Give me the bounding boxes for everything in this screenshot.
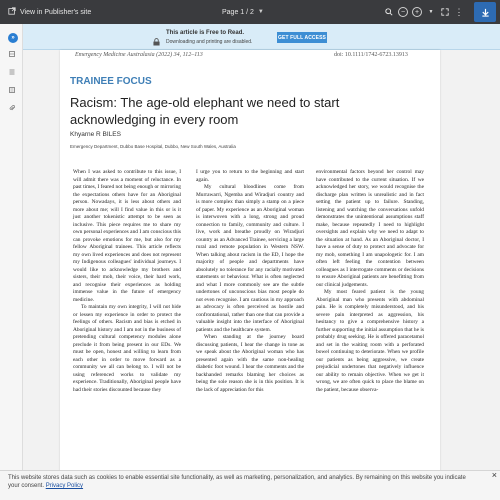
text-column-1	[73, 169, 181, 394]
zoom-out-icon[interactable]: −	[398, 7, 408, 17]
page-label: Page 1 / 2	[222, 8, 254, 16]
cookie-notice	[0, 470, 500, 500]
paragraph: When standing at the journey board discussing patients, I hear the change in tone as we speak about the Aboriginal woman who has presented again with the same non-healing diabetic foot wound. I hear the comments and the backhanded remarks blaming her choices as being the sole reason she is in this position. It is the lack of appreciation for this	[196, 334, 304, 393]
doi-text: doi: 10.1111/1742-6723.13913	[334, 52, 408, 58]
zoom-dropdown-icon[interactable]: ▼	[428, 9, 434, 15]
paragraph: When I was asked to contribute to this issue, I will admit there was a moment of reluctance. In past times, I feared not being enough or mirroring the expectations others have for an Aboriginal person. Nowadays, it is less about others and more about me; will I find value in this or is it just another tokenistic attempt to be seen as inclusive. This piece requires me to share my own personal experiences and I am conscious this can provoke emotions for me, but also for my fellow Aboriginal trainees. This article reflects my own lived experiences and does not represent my Indigenous colleagues' individual journeys. I would like to acknowledge my brothers and sisters, their mob, their voice, their hard work, and recognise their experiences as holding immense value in the future of emergency medicine.	[73, 169, 181, 303]
expand-sidebar-icon[interactable]: »	[8, 33, 18, 43]
article-title: Racism: The age-old elephant we need to start acknowledging in every room	[70, 95, 340, 127]
cookie-text	[8, 474, 478, 490]
viewer-toolbar	[0, 0, 500, 24]
list-icon[interactable]	[9, 69, 15, 75]
paragraph: My cultural bloodlines come from Murrawarri, Ngemba and Wiradjuri country and is more complex than simply a stamp on a piece of paper. My experience as an Aboriginal woman is interwoven with a long, strong and proud connection to family, community and culture. I live, work and breathe proudly on Wiradjuri country as an Advanced Trainee, servicing a large rural and remote population in Western NSW. When talking about racism in the ED, I hope the majority of people and departments have absolutely no tolerance for any racially motivated statements or behaviour. What is often neglected and what I more commonly see are the subtle undertones of unconscious bias most people do not even recognise. I am cautious in my approach as advocacy is often perceived as hostile and confrontational, rather than one that can provide a valuable insight into the interface of Aboriginal patients and the healthcare system.	[196, 184, 304, 333]
page-indicator[interactable]	[222, 0, 264, 24]
text-column-3	[316, 169, 424, 394]
pages-icon[interactable]	[9, 51, 15, 57]
section-heading: TRAINEE FOCUS	[70, 76, 152, 87]
download-icon	[481, 8, 490, 17]
left-sidebar	[0, 24, 23, 500]
text-column-2	[196, 169, 304, 394]
free-access-banner	[0, 24, 500, 50]
view-publisher-link[interactable]	[8, 7, 91, 17]
zoom-in-icon[interactable]: +	[412, 7, 422, 17]
paragraph: I urge you to return to the beginning and start again.	[196, 169, 304, 183]
author-name: Khyarne R BILES	[70, 131, 121, 138]
get-full-access-button[interactable]: GET FULL ACCESS	[277, 32, 327, 43]
chevron-down-icon[interactable]: ▼	[257, 9, 264, 15]
close-icon[interactable]: ×	[491, 470, 497, 480]
search-icon[interactable]	[384, 7, 394, 17]
view-publisher-label: View in Publisher's site	[20, 8, 92, 16]
fullscreen-icon[interactable]	[440, 7, 450, 17]
paragraph: My most feared patient is the young Aboriginal man who presents with abdominal pain. He is completely misunderstood, and his severe pain interpreted as aggression, his hesitancy to give a comprehensive history a further supporting the initial assumption that he is probably drug seeking. He is offered paracetamol and set in the waiting room with a perforated bowel continuing to deteriorate. When we profile our patients as being aggressive, we create prejudicial undertones that negatively influence our ability to remain objective. When we get it wrong, we are often quick to place the blame on the patient, because observa-	[316, 289, 424, 393]
privacy-policy-link[interactable]: Privacy Policy	[45, 483, 84, 489]
paragraph: To maintain my own integrity, I will not hide or lessen my experience in order to protect the feelings of others. Racism and bias is etched in Aboriginal history and I am not in the business of pretending cultural competency modules alone preclude it from being present in our EDs. We must be open, honest and willing to learn from each other in order to move forward as a community we all can belong to. I will not be using referenced works to validate my experience. Traditionally, Aboriginal people have had their stories discounted because they	[73, 304, 181, 393]
document-page	[60, 50, 440, 500]
banner-title: This article is Free to Read.	[166, 30, 245, 36]
paragraph: environmental factors beyond her control may have contributed to the current situation. If we acknowledged her story, we would recognise the discharge plan written is unrealistic and in fact setting the patient up to failure. Standing, listening and watching the conversations unfold demonstrates the unintentional assumptions staff make, because repeatedly I need to highlight oversights and explain why we need to adapt to the situation at hand. As an Aboriginal doctor, I have a sense of duty to protect and advocate for my mob, something I am unapologetic for. I am often left feeling the contention between colleagues as I interrogate comments or decisions to ensure Aboriginal patients are benefitting from our clinical judgements.	[316, 169, 424, 288]
cookie-message: This website stores data such as cookies to enable essential site functionality, as well as marketing, personalization, and analytics. By remaining on this website you indicate your consent.	[8, 475, 466, 489]
lock-icon	[153, 33, 160, 51]
download-button[interactable]	[474, 2, 496, 22]
author-affiliation: Emergency Department, Dubbo Base Hospital, Dubbo, New South Wales, Australia	[70, 144, 236, 149]
banner-subtitle: Downloading and printing are disabled.	[166, 39, 253, 45]
outline-icon[interactable]	[9, 87, 15, 93]
journal-citation: Emergency Medicine Australasia (2022) 34, 112–113	[75, 52, 203, 58]
external-link-icon	[8, 7, 16, 17]
more-icon[interactable]: ⋮	[454, 6, 464, 17]
attachment-icon[interactable]	[9, 105, 15, 111]
